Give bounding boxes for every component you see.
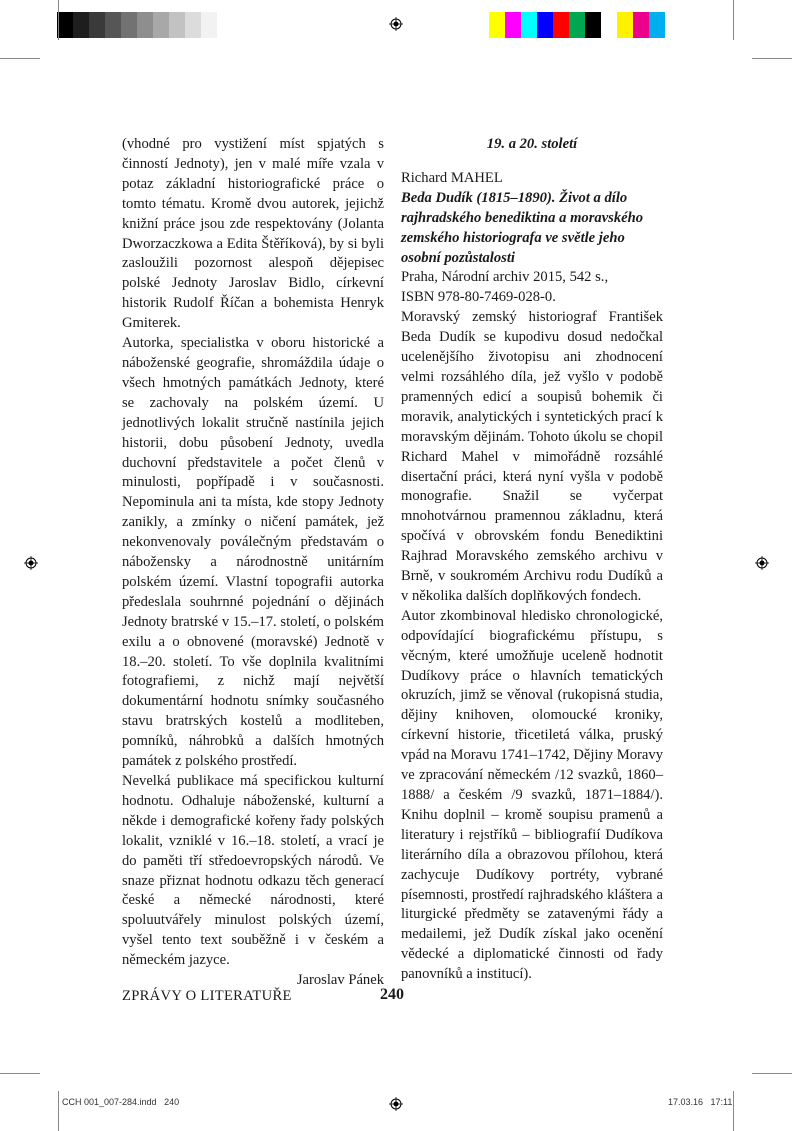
registration-mark-bottom-icon (389, 1097, 403, 1111)
crop-mark (58, 0, 59, 40)
slug-datetime: 17.03.16 17:11 (668, 1097, 733, 1107)
gray-swatch (169, 12, 185, 38)
color-swatch (537, 12, 553, 38)
gray-swatch (89, 12, 105, 38)
color-swatch (649, 12, 665, 38)
paragraph: Nevelká publikace má specifickou kulturní hodnotu. Odhaluje náboženské, kulturní a někde i demografické kořeny řady polských lokalit, vzniklé v 16.–18. století, a vrací je do paměti tří středoevropských národů. Ve snaze přiznat hodnotu odkazu těch generací české a německé národnosti, které spoluutvářely minulost polských území, vyšel tento text souběžně i v českém a německém jazyce. (122, 773, 384, 969)
crop-mark (58, 1091, 59, 1131)
registration-mark-left-icon (24, 556, 38, 570)
crop-mark (752, 58, 792, 59)
book-author: Richard MAHEL (401, 169, 503, 186)
crop-mark (0, 1073, 40, 1074)
paragraph: Moravský zemský historiograf František Beda Dudík se kupodivu dosud nedočkal ucelenějšího životopisu ani zhodnocení velmi rozsáhlého díla, jež vyšlo v podobě pramenných edicí a soupisů bohemik či moravik, analytických i syntetických prací k moravským dějinám. Tohoto úkolu se chopil Richard Mahel v mimořádně rozsáhlé disertační práci, která nyní vyšla v podobě monografie. Snažil se vyčerpat mnohotvárnou pramennou základnu, která spočívá v obrovském fondu Benediktini Rajhrad Moravského zemského archivu v Brně, v soukromém Archivu rodu Dudíků a v několika dalších doplňkových fondech. (401, 309, 663, 604)
book-isbn: ISBN 978-80-7469-028-0. (401, 289, 556, 306)
reviewer-signature: Jaroslav Pánek (296, 972, 384, 989)
process-color-bar (489, 12, 665, 38)
registration-mark-top-icon (389, 17, 403, 31)
color-swatch (633, 12, 649, 38)
gray-swatch (105, 12, 121, 38)
paragraph: Autorka, specialistka v oboru historické a náboženské geografie, shromáždila údaje o všech hmotných památkách Jednoty, které se zachovaly na polském území. U jednotlivých lokalit stručně nastínila jejich historii, dobu působení Jednoty, uvedla duchovní představitele a počet členů v minulosti, popřípadě i v současnosti. Nepominula ani ta místa, kde stopy Jednoty zanikly, a zmínky o ničení památek, jež nekonvenovaly poválečným představám o nábožensky a národnostně unitárním polském území. Vlastní topografii autorka předeslala souhrnné pojednání o dějinách Jednoty bratrské v 15.–17. století, o polském exilu a o obnovené (moravské) Jednotě v 18.–20. století. To vše doplnila kvalitními fotografiemi, z nichž mají největší dokumentární hodnotu snímky současného stavu bratrských kostelů a modliteben, pomníků, náhrobků a dalších hmotných památek z polského prostředí. (122, 335, 384, 770)
gray-swatch (137, 12, 153, 38)
book-title: Beda Dudík (1815–1890). Život a dílo rajhradského benediktina a moravského zemského historiografa ve světle jeho osobní pozůstalosti (401, 189, 644, 266)
gray-swatch (73, 12, 89, 38)
gray-swatch (153, 12, 169, 38)
color-swatch (505, 12, 521, 38)
color-swatch (617, 12, 633, 38)
color-swatch (521, 12, 537, 38)
crop-mark (752, 1073, 792, 1074)
gray-swatch (121, 12, 137, 38)
book-publisher: Praha, Národní archiv 2015, 542 s., (401, 269, 609, 286)
gray-calibration-bar (57, 12, 217, 38)
right-column (401, 135, 663, 985)
crop-mark (0, 58, 40, 59)
registration-mark-right-icon (755, 556, 769, 570)
page-number: 240 (380, 986, 404, 1003)
color-swatch (585, 12, 601, 38)
paragraph: (vhodné pro vystižení míst spjatých s činností Jednoty), jen v malé míře vzala v potaz základní historiografické práce o tomto tématu. Kromě dvou autorek, jejichž knižní práce jsou zde respektovány (Jolanta Dworzaczkowa a Edita Štěříková), by si byli zasloužili pozornost alespoň dějepisec polské Jednoty Jaroslav Bidlo, církevní historik Rudolf Říčan a bohemista Henryk Gmiterek. (122, 136, 384, 332)
running-footer-section: ZPRÁVY O LITERATUŘE (122, 988, 292, 1004)
crop-mark (733, 1091, 734, 1131)
crop-mark (733, 0, 734, 40)
slug-file-info: CCH 001_007-284.indd 240 (62, 1097, 180, 1107)
color-swatch (569, 12, 585, 38)
gray-swatch (57, 12, 73, 38)
color-swatch (553, 12, 569, 38)
color-swatch (489, 12, 505, 38)
color-swatch (601, 12, 617, 38)
gray-swatch (185, 12, 201, 38)
paragraph: Autor zkombinoval hledisko chronologické, odpovídající biografickému přístupu, s věcným, které umožňuje uceleně hodnotit Dudíkovy práce o hlavních tematických okruzích, jimž se věnoval (rukopisná studia, dějiny knihoven, olomoucké kroniky, církevní historie, třicetiletá válka, pruský vpád na Moravu 1741–1742, Dějiny Moravy ve zpracování německém /12 svazků, 1860–1888/ a českém /9 svazků, 1871–1884/). Knihu doplnil – kromě soupisu pramenů a literatury i rejstříků – bibliografií Dudíkova literárního díla a obrazovou přílohou, která zachycuje Dudíkovy portréty, vybrané písemnosti, prostředí rajhradského kláštera a liturgické předměty se zatavenými řády a medailemi, jež Dudík získal jako ocenění vědecké a diplomatické činnosti od řady panovníků a institucí). (401, 607, 663, 983)
left-column (122, 135, 384, 991)
section-heading: 19. a 20. století (486, 136, 578, 152)
gray-swatch (201, 12, 217, 38)
